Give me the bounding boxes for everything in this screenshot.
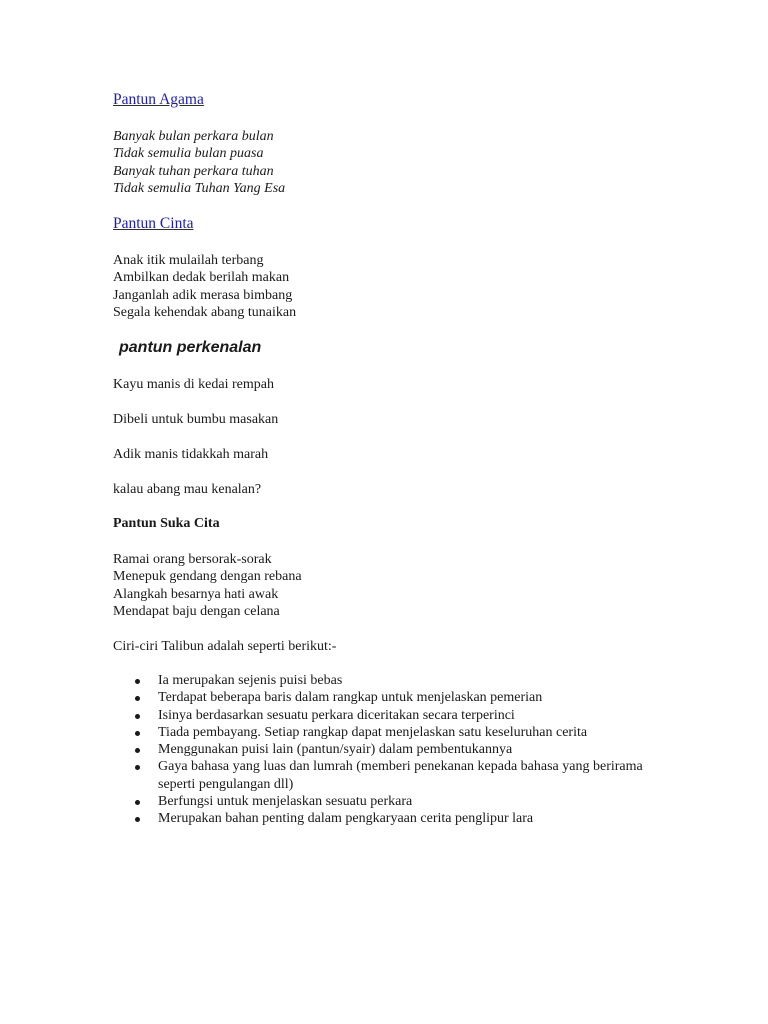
stanza-line: Anak itik mulailah terbang	[113, 253, 264, 268]
bullet-icon	[135, 696, 140, 701]
list-item-text: Gaya bahasa yang luas dan lumrah (memberi penekanan kepada bahasa yang berirama seperti pengulangan dll)	[158, 759, 643, 792]
pantun-suka-cita-heading: Pantun Suka Cita	[113, 516, 220, 531]
list-item-text: Ia merupakan sejenis puisi bebas	[158, 673, 343, 688]
list-item	[113, 689, 673, 706]
pantun-agama-link[interactable]: Pantun Agama	[113, 91, 204, 108]
list-item	[113, 672, 673, 689]
stanza-line: Tidak semulia Tuhan Yang Esa	[113, 180, 286, 196]
pantun-cinta-stanza	[113, 252, 296, 321]
list-item	[113, 741, 673, 758]
list-item-text: Berfungsi untuk menjelaskan sesuatu perkara	[158, 794, 413, 810]
pantun-perkenalan-heading: pantun perkenalan	[119, 339, 262, 356]
stanza-line: Banyak tuhan perkara tuhan	[113, 163, 274, 179]
bullet-icon	[135, 748, 140, 753]
stanza-line: Ambilkan dedak berilah makan	[113, 270, 290, 286]
pantun-suka-cita-stanza	[113, 551, 302, 620]
list-item	[113, 793, 673, 810]
stanza-line: Tidak semulia bulan puasa	[113, 146, 264, 162]
stanza-line: Segala kehendak abang tunaikan	[113, 304, 297, 320]
bullet-icon	[135, 731, 140, 736]
perkenalan-line: Adik manis tidakkah marah	[113, 447, 269, 462]
list-item	[113, 707, 673, 724]
list-item	[113, 758, 673, 793]
talibun-intro: Ciri-ciri Talibun adalah seperti berikut:-	[113, 639, 337, 654]
list-item-text: Merupakan bahan penting dalam pengkaryaan cerita penglipur lara	[158, 811, 534, 827]
bullet-icon	[135, 817, 140, 822]
bullet-icon	[135, 800, 140, 805]
perkenalan-line: kalau abang mau kenalan?	[113, 482, 262, 497]
perkenalan-line: Kayu manis di kedai rempah	[113, 377, 274, 392]
stanza-line: Ramai orang bersorak-sorak	[113, 552, 272, 567]
perkenalan-line: Dibeli untuk bumbu masakan	[113, 412, 279, 427]
stanza-line: Banyak bulan perkara bulan	[113, 129, 274, 144]
list-item	[113, 810, 673, 827]
list-item	[113, 724, 673, 741]
list-item-text: Isinya berdasarkan sesuatu perkara diceritakan secara terperinci	[158, 707, 515, 723]
bullet-icon	[135, 679, 140, 684]
list-item-text: Menggunakan puisi lain (pantun/syair) dalam pembentukannya	[158, 742, 513, 758]
pantun-cinta-link[interactable]: Pantun Cinta	[113, 215, 194, 232]
pantun-agama-stanza	[113, 128, 285, 197]
stanza-line: Mendapat baju dengan celana	[113, 603, 280, 619]
stanza-line: Alangkah besarnya hati awak	[113, 586, 279, 602]
list-item-text: Terdapat beberapa baris dalam rangkap untuk menjelaskan pemerian	[158, 690, 543, 706]
talibun-list	[113, 672, 673, 828]
stanza-line: Menepuk gendang dengan rebana	[113, 569, 302, 585]
stanza-line: Janganlah adik merasa bimbang	[113, 287, 293, 303]
bullet-icon	[135, 765, 140, 770]
bullet-icon	[135, 714, 140, 719]
list-item-text: Tiada pembayang. Setiap rangkap dapat menjelaskan satu keseluruhan cerita	[158, 724, 588, 740]
